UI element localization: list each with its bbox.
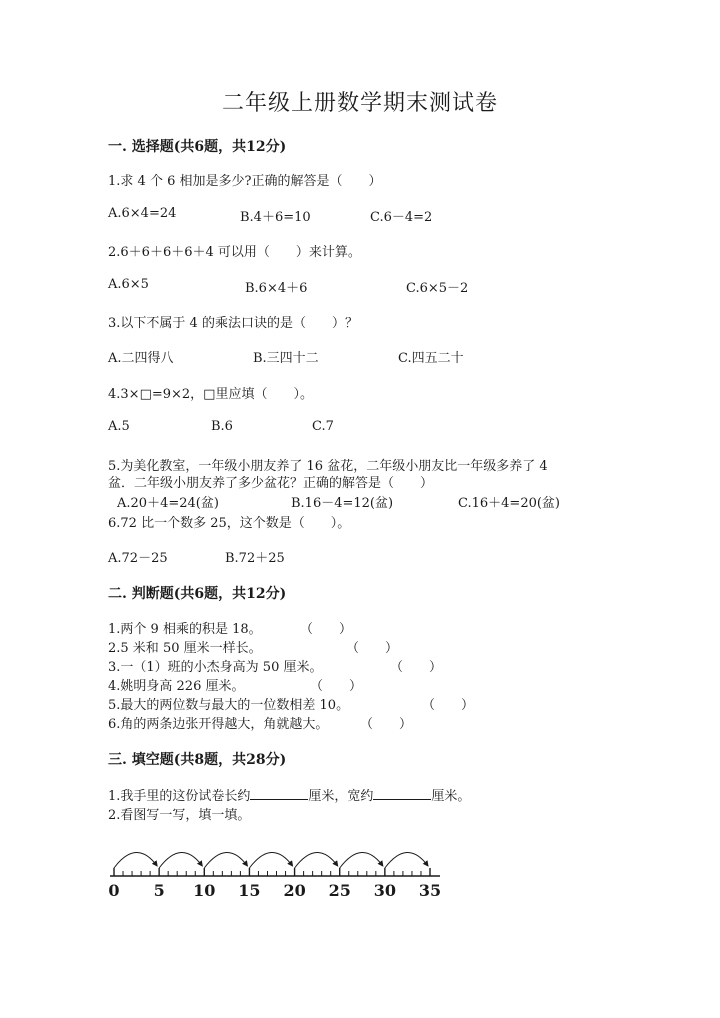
s1-q4-option-a: A.5 <box>108 419 130 434</box>
s3-q1-blank-width[interactable] <box>373 787 431 800</box>
s1-q2-option-a: A.6×5 <box>108 277 149 292</box>
s1-q5-line2: 盆．二年级小朋友养了多少盆花？正确的解答是（ ） <box>108 476 434 491</box>
s1-q1-option-c: C.6－4=2 <box>370 210 433 225</box>
s2-item-3-paren: （ ） <box>390 660 443 675</box>
s1-q1-option-a: A.6×4=24 <box>108 206 177 221</box>
section1-heading: 一. 选择题(共6题，共12分) <box>108 139 287 155</box>
s1-q2-option-b: B.6×4＋6 <box>245 281 308 296</box>
s2-item-6: 6.角的两条边张开得越大，角就越大。 <box>108 717 329 732</box>
number-line-jump-arc <box>204 852 247 868</box>
s1-q3-option-c: C.四五二十 <box>398 351 464 366</box>
s3-q1-blank-length[interactable] <box>250 787 308 800</box>
number-line-label: 10 <box>193 881 216 900</box>
s1-q6-text: 6.72 比一个数多 25，这个数是（ ）。 <box>108 516 351 531</box>
s2-item-4: 4.姚明身高 226 厘米。 <box>108 679 245 694</box>
s3-q2-text: 2.看图写一写，填一填。 <box>108 808 251 823</box>
number-line-label: 30 <box>373 881 396 900</box>
s2-item-2: 2.5 米和 50 厘米一样长。 <box>108 641 262 656</box>
s2-item-5: 5.最大的两位数与最大的一位数相差 10。 <box>108 698 350 713</box>
number-line-label: 25 <box>328 881 351 900</box>
s1-q5-option-b: B.16－4=12(盆) <box>291 496 394 511</box>
s1-q1-text: 1.求 4 个 6 相加是多少?正确的解答是（ ） <box>108 174 382 189</box>
s1-q4-text: 4.3×□=9×2，□里应填（ ）。 <box>108 387 313 402</box>
s2-item-4-paren: （ ） <box>310 679 363 694</box>
number-line-jump-arc <box>159 852 202 868</box>
s1-q1-option-b: B.4＋6=10 <box>240 210 311 225</box>
s2-item-6-paren: （ ） <box>360 717 413 732</box>
s3-q1-part3: 厘米。 <box>431 789 471 804</box>
number-line-label: 0 <box>108 881 120 900</box>
s1-q3-text: 3.以下不属于 4 的乘法口诀的是（ ）？ <box>108 316 358 331</box>
s3-q1-part2: 厘米，宽约 <box>308 789 374 804</box>
s1-q2-option-c: C.6×5－2 <box>406 281 469 296</box>
s1-q5-option-c: C.16＋4=20(盆) <box>458 496 561 511</box>
s2-item-1: 1.两个 9 相乘的积是 18。 <box>108 622 262 637</box>
number-line-label: 20 <box>283 881 306 900</box>
s1-q6-option-a: A.72－25 <box>108 551 168 566</box>
s2-item-1-paren: （ ） <box>300 622 353 637</box>
s1-q5-line1: 5.为美化教室，一年级小朋友养了 16 盆花，二年级小朋友比一年级多养了 4 <box>108 459 548 474</box>
s1-q2-text: 2.6＋6＋6＋6＋4 可以用（ ）来计算。 <box>108 245 361 260</box>
number-line-jump-arc <box>295 852 338 868</box>
section2-heading: 二. 判断题(共6题，共12分) <box>108 586 287 602</box>
s2-item-3: 3.一（1）班的小杰身高为 50 厘米。 <box>108 660 323 675</box>
s3-q1-part1: 1.我手里的这份试卷长约 <box>108 789 251 804</box>
number-line-jump-arc <box>385 852 428 868</box>
s2-item-5-paren: （ ） <box>422 698 475 713</box>
number-line-label: 35 <box>418 881 442 900</box>
number-line-jump-arc <box>114 852 157 868</box>
number-line-jump-arc <box>249 852 292 868</box>
s1-q3-option-b: B.三四十二 <box>253 351 319 366</box>
number-line-figure <box>100 838 450 908</box>
number-line-label: 15 <box>238 881 261 900</box>
section3-heading: 三. 填空题(共8题，共28分) <box>108 752 287 768</box>
s1-q4-option-b: B.6 <box>211 419 233 434</box>
s1-q4-option-c: C.7 <box>312 419 334 434</box>
number-line-label: 5 <box>153 881 165 900</box>
s2-item-2-paren: （ ） <box>346 641 399 656</box>
page-title: 二年级上册数学期末测试卷 <box>221 91 498 116</box>
s1-q6-option-b: B.72＋25 <box>225 551 285 566</box>
s1-q3-option-a: A.二四得八 <box>108 351 174 366</box>
number-line-jump-arc <box>340 852 383 868</box>
s1-q5-option-a: A.20＋4=24(盆) <box>117 496 219 511</box>
s3-q1 <box>108 785 470 804</box>
